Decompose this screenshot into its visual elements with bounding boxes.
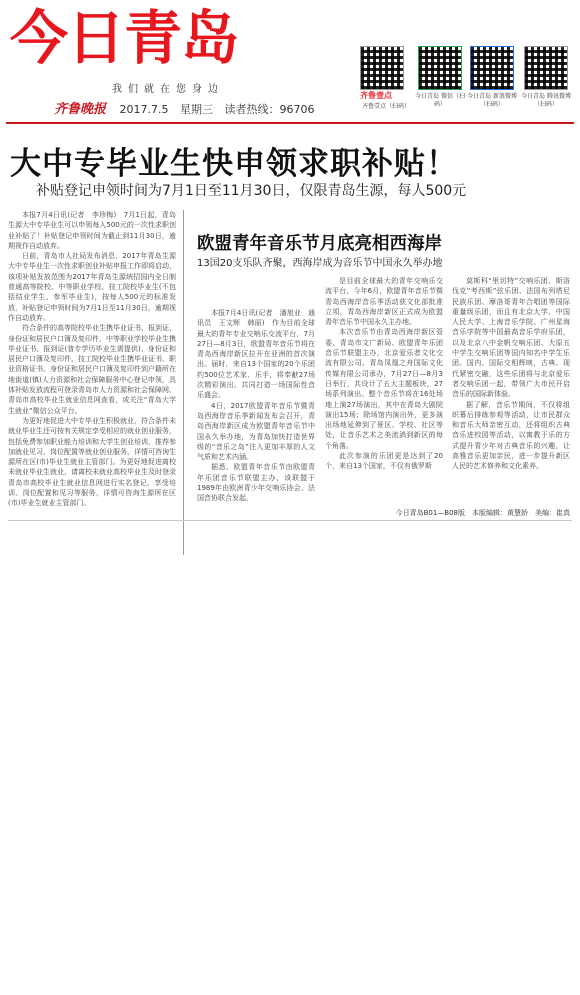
- right-article-column-3: [452, 276, 570, 472]
- qr-code-wechat: [418, 46, 462, 90]
- article-paragraph: 本次音乐节由青岛西海岸新区管委、青岛市文广新局、欧盟青年乐团音乐节联盟主办，北京爱乐者文化交流有限公司、青岛凤凰之舟国际文化传媒有限公司承办，7月27日—8月3日举行，共设计了五大主题板块，27场系列演出。整个音乐节将在16处场地上演27场演出，其中在青岛大剧院演出15场；除场馆内演出外，更多演出场地延伸到了景区、学校、社区等处，让音乐艺术之美流淌到新区的每个角落。: [325, 328, 443, 450]
- masthead-title: 今日青岛: [10, 4, 239, 72]
- article-paragraph: 4日，2017欧盟青年音乐节暨青岛西海岸音乐季新闻发布会召开，青岛西海岸新区成为欧盟青年音乐节中国永久举办地，为青岛加快打造世界级的“音乐之岛”注入更加丰厚的人文气质和艺术内涵。: [197, 401, 315, 462]
- qr-caption-brand: 齐鲁壹点: [360, 91, 392, 100]
- qr-code-row: [360, 46, 574, 118]
- masthead-divider: [6, 122, 574, 124]
- qr-caption-qilu: 齐鲁壹点（扫码）: [361, 103, 410, 110]
- article-paragraph: 此次参演的乐团更是达到了20个，来自13个国家，不仅有俄罗斯: [325, 452, 443, 471]
- article-paragraph: 据了解，音乐节期间，不仅将组织幕后排练参观等活动，让市民群众和音乐大师亲密互动，还将组织古典音乐进校园等活动，以寓教于乐的方式提升青少年对古典音乐的兴趣，让高雅音乐更加亲民，进一步提升新区人民的艺术修养和文化素养。: [452, 400, 570, 471]
- qr-caption-tencent-weibo: 今日青岛 腾讯微博（扫码）: [521, 93, 571, 108]
- right-article-column-1: [197, 308, 315, 504]
- issue-date: 2017.7.5: [119, 103, 169, 116]
- footer-divider: [8, 520, 572, 521]
- qr-caption-sina-weibo: 今日青岛 新浪微博（扫码）: [467, 93, 517, 108]
- article-paragraph: 本报7月4日讯(记者 潘旭业 通讯员 王文辉 韩丽) 作为目前全球最大的青年专业交响乐交流平台，7月27日—8月3日，欧盟青年音乐节将在青岛西海岸新区拉开在亚洲的首次演出。届时，来自13个国家的20个乐团约500位艺术家、乐手，将奉献27场次精彩演出。共同打造一场国际性音乐盛会。: [197, 309, 315, 400]
- left-article-body: [8, 210, 176, 509]
- page-footer-credits: 今日青岛B01—B08版 本版编辑：黄慧娇 美编：崔真: [395, 509, 570, 517]
- qr-code-tencent-weibo: [524, 46, 568, 90]
- article-paragraph: 为更好地促进大中专毕业生积极就业，符合条件未就业毕业生还可按有关规定享受相应的就业创业服务，包括免费参加职业能力培训和大学生创业培训，推荐参加就业见习、岗位配置等就业创业服务，详情可咨询生源所在区(市)毕业生就业主管部门。为更好地促进离校未就业毕业生就业，请离校未就业高校毕业生及时登录青岛市高校毕业生就业信息网进行实名登记，享受培训、岗位配置和见习等服务，详情可咨询生源所在区(市)毕业生就业主管部门。: [8, 416, 176, 508]
- main-subhead: 补贴登记申领时间为7月1日至11月30日，仅限青岛生源，每人500元: [36, 183, 467, 199]
- secondary-deck: 13国20支乐队齐聚，西海岸成为音乐节中国永久举办地: [197, 258, 443, 269]
- masthead-slogan: 我们就在您身边: [112, 84, 224, 95]
- qr-caption-wechat: 今日青岛 微信（扫码）: [415, 93, 465, 108]
- article-paragraph: 本报7月4日讯(记者 李珍梅) 7月1日起，青岛生源大中专毕业生可以申领每人500元的一次性求职创业补贴了！补贴登记申领时间为截止到11月30日，逾期视作自动放弃。: [8, 211, 176, 250]
- article-paragraph: 是目前全球最大的青年交响乐交流平台，今年6月，欧盟青年音乐节暨青岛西海岸音乐季活动获文化部批准立项，青岛西海岸新区正式成为欧盟青年音乐节中国永久主办地。: [325, 277, 443, 327]
- issue-weekday: 星期三: [180, 103, 213, 116]
- column-divider: [183, 210, 184, 555]
- main-headline: 大中专毕业生快申领求职补贴！: [10, 146, 458, 182]
- article-paragraph: 日前，青岛市人社局发布消息，2017年青岛生源大中专毕业生一次性求职创业补贴申报工作即将启动，该项补贴发放范围为2017年青岛生源统招国内全日制普通高等院校、中等职业学校、技工院校毕业生(不包括结业学生、参军毕业生)，按每人500元的标准发放，补贴登记申领时间为7月1日至11月30日，逾期视作自动放弃。: [8, 252, 176, 322]
- article-paragraph: 莫斯科“里切特”交响乐团、斯洛伐克“考西斯”弦乐团、法国布列塔尼民族乐团、摩洛哥青年合唱团等国际重量级乐团，而且有北京大学、中国人民大学、上海音乐学院、广州星海音乐学院等中国最高音乐学府乐团，以及北京八中金帆交响乐团、大原五中学生交响乐团等国内知名中学生乐团。国内、国际交相辉映，古典、现代紧密交融，这些乐团将与北京爱乐者交响乐团一起，带领广大市民开启音乐的国际新体验。: [452, 277, 570, 399]
- newspaper-brand: 齐鲁晚报: [54, 102, 107, 117]
- masthead-info-line: [54, 98, 323, 117]
- article-paragraph: 据悉，欧盟青年音乐节由欧盟青年乐团音乐节联盟主办，该联盟于1989年由欧洲青少年交响乐协会、法国音协联合发起，: [197, 463, 315, 503]
- article-paragraph: 符合条件的高等院校毕业生携毕业证书、报到证、身份证和居民户口簿及复印件，中等职业学校毕业生携毕业证书、报到证(普专学历毕业生需提供)、身份证和居民户口簿及复印件，技工院校毕业生携毕业证书、职业资格证书、身份证和居民户口簿及复印件到户籍所在地街道(镇)人力资源和社会保障服务中心登记申领，具体补贴发放流程可登录青岛市人力资源和社会保障网、青岛市高校毕业生就业信息网查看，或关注“青岛大学生就业”微信公众平台。: [8, 324, 176, 415]
- qr-code-qilu: [360, 46, 404, 90]
- qr-code-sina-weibo: [470, 46, 514, 90]
- reader-hotline: 读者热线：96706: [224, 103, 315, 116]
- secondary-headline: 欧盟青年音乐节月底亮相西海岸: [197, 234, 442, 254]
- masthead: [0, 0, 580, 125]
- right-article-column-2: [325, 276, 443, 472]
